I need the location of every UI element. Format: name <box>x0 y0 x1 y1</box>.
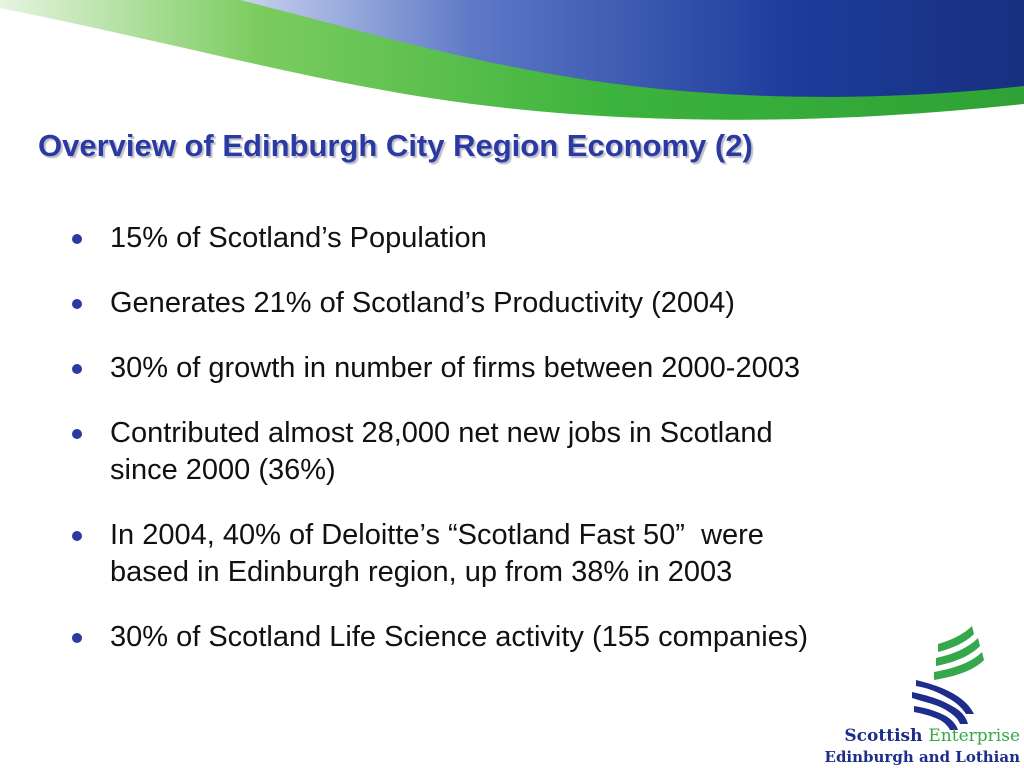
bullet-text-line1: Contributed almost 28,000 net new jobs in Scotland <box>110 417 773 449</box>
logo-mark-icon <box>912 624 992 732</box>
bullet-text: 15% of Scotland’s Population <box>110 222 487 254</box>
bullet-text-line1: In 2004, 40% of Deloitte’s “Scotland Fast 50” were <box>110 519 764 551</box>
bullet-item <box>0 350 910 387</box>
scottish-enterprise-logo <box>812 622 1024 768</box>
bullet-list <box>0 220 1024 684</box>
logo-text-line2: Edinburgh and Lothian <box>824 748 1020 766</box>
bullet-item <box>0 220 910 257</box>
bullet-item <box>0 517 910 591</box>
bullet-dot-icon <box>72 234 82 244</box>
bullet-dot-icon <box>72 364 82 374</box>
bullet-dot-icon <box>72 299 82 309</box>
bullet-item <box>0 415 910 489</box>
logo-word-enterprise: Enterprise <box>928 726 1020 746</box>
bullet-text-line2: since 2000 (36%) <box>110 454 336 486</box>
logo-word-scottish: Scottish <box>844 726 923 746</box>
slide-title: Overview of Edinburgh City Region Economy (2) <box>38 128 753 163</box>
bullet-item <box>0 285 910 322</box>
bullet-text: 30% of growth in number of firms between 2000-2003 <box>110 352 800 384</box>
bullet-text: Generates 21% of Scotland’s Productivity (2004) <box>110 287 735 319</box>
bullet-dot-icon <box>72 429 82 439</box>
bullet-text: 30% of Scotland Life Science activity (155 companies) <box>110 621 808 653</box>
bullet-item <box>0 619 910 656</box>
bullet-text-line2: based in Edinburgh region, up from 38% in 2003 <box>110 556 733 588</box>
bullet-dot-icon <box>72 633 82 643</box>
logo-text-line1 <box>844 726 1020 746</box>
bullet-dot-icon <box>72 531 82 541</box>
